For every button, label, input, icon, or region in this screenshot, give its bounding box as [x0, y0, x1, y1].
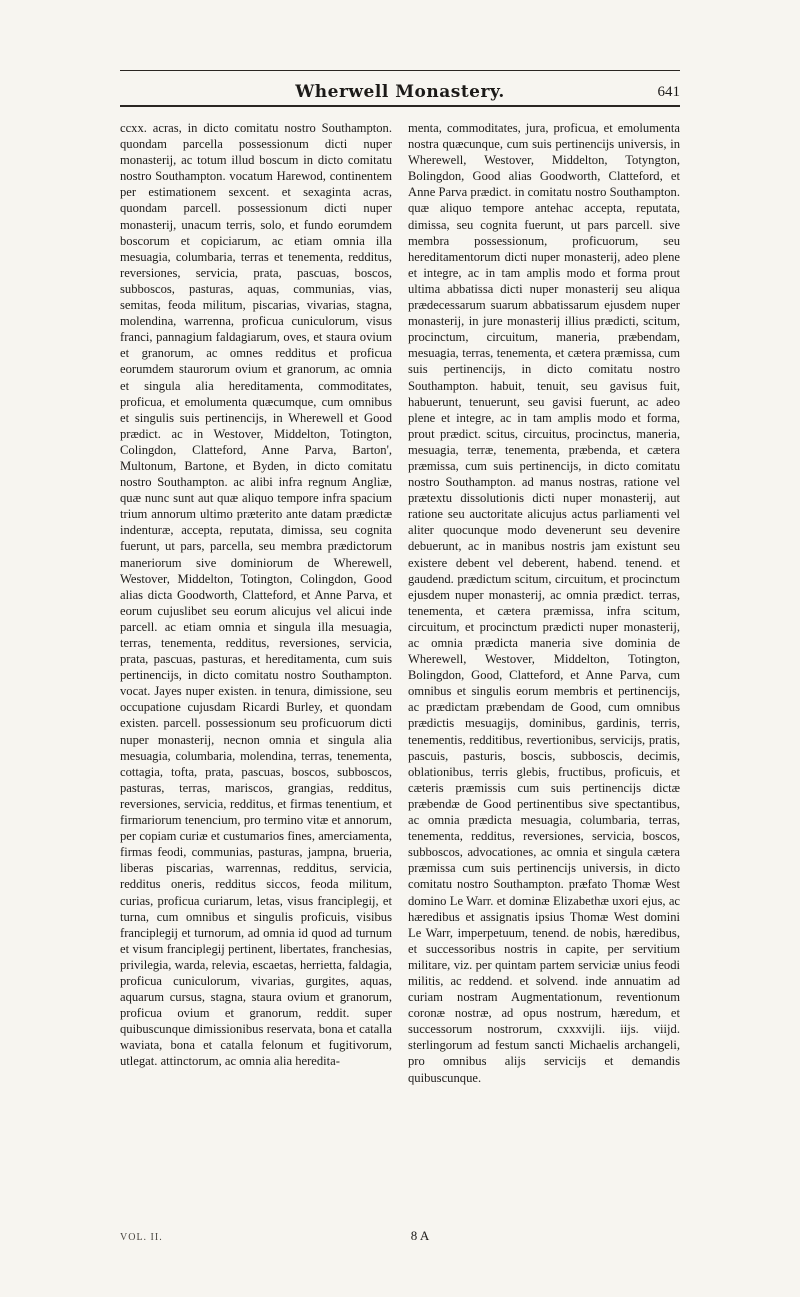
right-column-text: menta, commoditates, jura, proficua, et emolumenta nostra quæcunque, cum suis pertinencijs universis, in Wherewell, Westover, Middelton, Totyngton, Bolingdon, Good alias Goodworth, Clatteford, et Anne Parva prædict. in comitatu nostro Southampton. quæ aliquo tempore antehac accepta, reputata, dimissa, seu cognita fuerunt, ut pars parcell. sive membra possessionum, proficuorum, seu hereditamentorum dicti nuper monasterij, adeo plene et integre, ac in tam amplis modo et forma prout ultima abbatissa dicti nuper monasterij seu aliqua prædecessarum suarum abbatissarum ejusdem nuper monasterij, in jure monasterij illius prædicti, scitum, procinctum, circuitum, maneria, præbendam, mesuagia, terras, tenementa, et cætera præmissa, cum suis pertinencijs, in dicto comitatu nostro Southampton. habuit, tenuit, seu gavisus fuit, habuerunt, tenuerunt, seu gavisi fuerunt, ac adeo plene et integre, ac in tam amplis modo et forma, prout prædict. scitus, circuitus, procinctus, maneria, mesuagia, terræ, tenementa, præbenda, et cætera præmissa, cum suis pertinencijs, in dicto comitatu nostro Southampton. ad manus nostras, ratione vel prætextu dissolutionis dicti nuper monasterij, aut ratione seu auctoritate alicujus actus parliamenti vel aliter quocunque modo devenerunt seu devenire debuerunt, ac in manibus nostris jam existunt seu existere debent vel deberent, habend. tenend. et gaudend. prædictum scitum, circuitum, et procinctum ejusdem nuper monasterij, ac omnia prædict. terras, tenementa, et cætera præmissa, infra scitum, circuitum, et procinctum prædicti nuper monasterij, ac omnia prædicta maneria sive dominia de Wherewell, Westover, Middelton, Totington, Bolingdon, Good, Clatteford, et Anne Parva, cum omnibus et singulis eorum membris et pertinencijs, ac prædictam præbendam de Good, cum omnibus prædictis mesuagijs, dominibus, gardinis, terris, tenementis, redditibus, revertionibus, servicijs, pratis, pascuis, pasturis, boscis, subboscis, decimis, oblationibus, terris glebis, fructibus, proficuis, et cæteris præmissis cum suis pertinencijs dictæ præbendæ de Good pertinentibus sive spectantibus, ac omnia prædicta mesuagia, columbaria, terras, tenementa, redditus, reversiones, servicia, boscos, subboscos, advocationes, ac omnia et singula cætera præmissa cum suis pertinencijs universis, in dicto comitatu nostro Southampton. præfato Thomæ West domino Le Warr. et dominæ Elizabethæ uxori ejus, ac hæredibus et assignatis ipsius Thomæ West domini Le Warr, imperpetuum, tenend. de nobis, hæredibus, et successoribus nostris in capite, per servitium militare, viz. per quintam partem serviciæ unius feodi militis, ac reddend. et solvend. inde annuatim ad curiam nostram Augmentationum, reventionum coronæ nostræ, ad opus nostrum, hæredum, et successorum nostrorum, cxxxvijli. iijs. viijd. sterlingorum ad festum sancti Michaelis archangeli, pro omnibus alijs servicijs et demandis quibuscunque.	[408, 121, 680, 1085]
running-title: Wherwell Monastery.	[295, 82, 505, 102]
left-column-text: ccxx. acras, in dicto comitatu nostro Southampton. quondam parcella possessionum dicti nuper monasterij, ac totum illud boscum in dicto comitatu nostro Southampton. vocatum Harewod, continentem per estimationem sexcent. et sexaginta acras, quondam parcell. possessionum dicti nuper monasterij, unacum terris, solo, et fundo eorumdem boscorum et copiciarum, ac etiam omnia illa mesuagia, columbaria, terras et tenementa, redditus, reversiones, servicia, prata, pascuas, boscos, subboscos, pasturas, aquas, communias, vias, semitas, feoda militum, piscarias, vivarias, stagna, molendina, warrenna, proficua cuniculorum, visus franci, pannagium faldagiarum, oves, et staura ovium et granorum, ac omnes redditus et proficua eorumdem staurorum ovium et granorum, ac omnia et singula alia hereditamenta, commoditates, proficua, et emolumenta quæcumque, cum omnibus et singulis suis pertinencijs, in Wherewell et Good prædict. ac in Westover, Middelton, Totington, Colingdon, Clatteford, Anne Parva, Barton', Multonum, Bartone, et Byden, in dicto comitatu nostro Southampton. ac alibi infra regnum Angliæ, quæ nunc sunt aut quæ aliquo tempore infra spacium trium annorum ultimo præterito ante datam prædictæ indenturæ, accepta, reputata, dimissa, seu cognita fuerunt, ut pars, parcella, seu membra prædictorum maneriorum sive dominiorum de Wherewell, Westover, Middelton, Totington, Colingdon, Good alias dicta Goodworth, Clatteford, et Anne Parva, et eorum cujuslibet seu eorum alicujus vel alicui inde parcell. ac etiam omnia et singula illa mesuagia, terras, tenementa, redditus, reversiones, servicia, prata, pascuas, pasturas, et hereditamenta, cum suis pertinencijs, in dicto comitatu nostro Southampton. vocat. Jayes nuper existen. in tenura, dimissione, seu occupatione cujusdam Ricardi Burley, et quondam existen. parcell. possessionum seu proficuorum dicti nuper monasterij, necnon omnia et singula alia mesuagia, columbaria, molendina, terras, tenementa, cottagia, tofta, prata, pascuas, boscos, subboscos, pasturas, terras, mariscos, grangias, redditus, reversiones, servicia, redditus, et firmas tenentium, et firmariorum tenencium, pro termino vitæ et annorum, per copiam curiæ et custumarios fines, amerciamenta, firmas feodi, communias, pasturas, jampna, brueria, liberas piscarias, warrennas, redditus, servicia, redditus oneris, redditus siccos, feoda militum, curias, proficua curiarum, letas, visus franciplegij, et turna, cum omnibus et singulis proficuis, visibus franciplegij et turnorum, ad omnia id quod ad turnum et visum franciplegij pertinent, libertates, franchesias, privilegia, warda, relevia, escaetas, herrietta, faldagia, proficua cuniculorum, vivarias, gurgites, aquas, aquarum cursus, stagna, staura ovium et granorum, proficua ovium et granorum, reddit. super quibuscunque dimissionibus reservata, bona et catalla waviata, bona et catalla felonum et fugitivorum, utlegat. attinctorum, ac omnia alia heredita-	[120, 121, 392, 1069]
left-column	[120, 120, 392, 1086]
text-columns	[120, 120, 680, 1086]
volume-label: VOL. II.	[120, 1232, 163, 1243]
signature-mark: 8 A	[410, 1228, 430, 1243]
page-header	[120, 70, 680, 114]
header-rule-bottom	[120, 105, 680, 107]
right-column	[408, 120, 680, 1086]
header-rule-top	[120, 70, 680, 71]
page-number: 641	[657, 84, 680, 100]
